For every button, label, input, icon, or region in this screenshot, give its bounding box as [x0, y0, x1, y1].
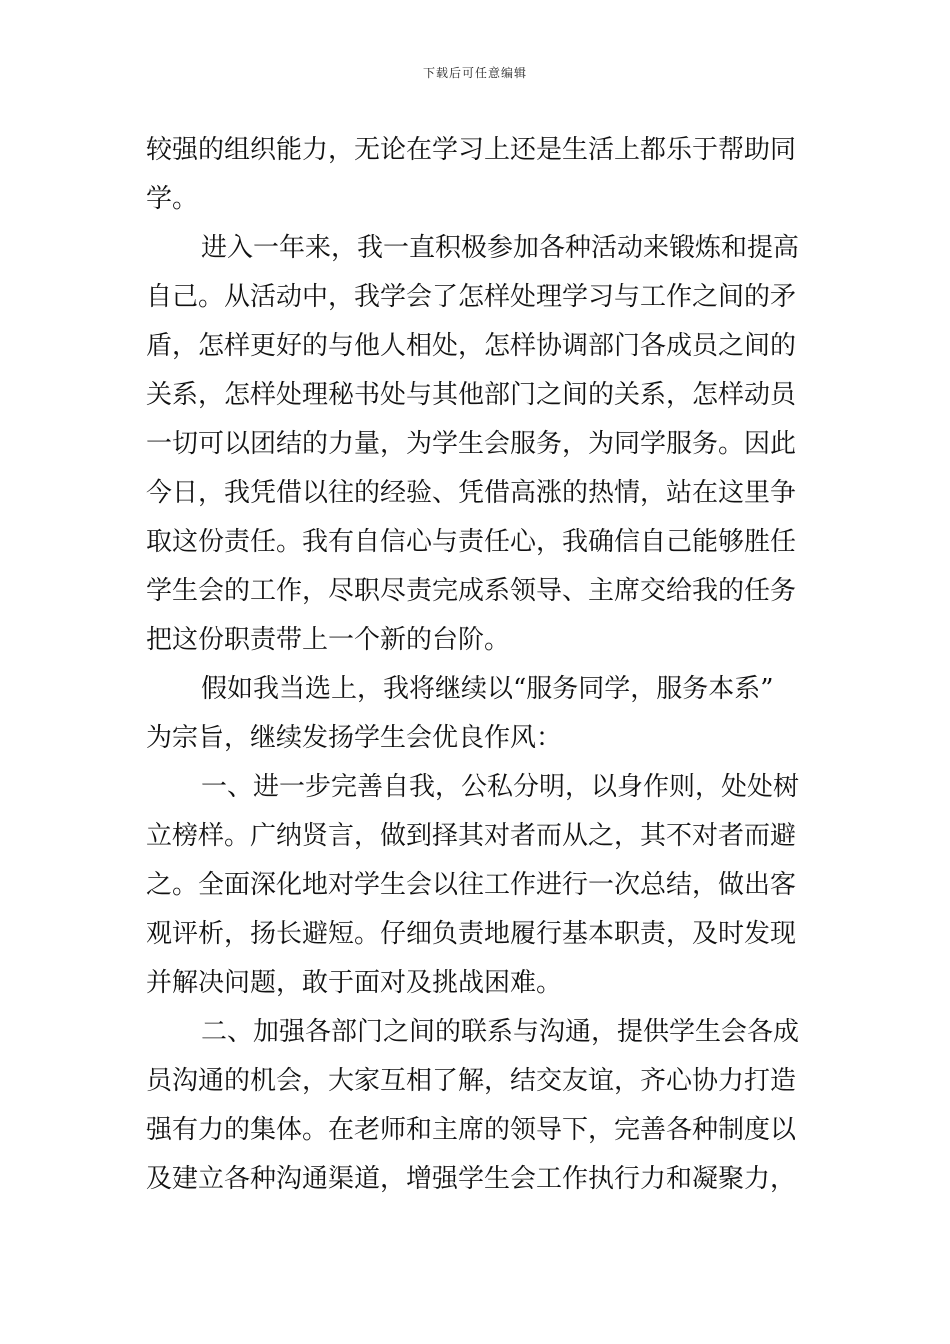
text-line: 一切可以团结的力量，为学生会服务，为同学服务。因此	[146, 429, 797, 459]
text-line: 盾，怎样更好的与他人相处，怎样协调部门各成员之间的	[146, 331, 797, 361]
text-line: 取这份责任。我有自信心与责任心，我确信自己能够胜任	[146, 527, 797, 557]
text-line: 及建立各种沟通渠道，增强学生会工作执行力和凝聚力，	[146, 1164, 797, 1194]
text-line: 自己。从活动中，我学会了怎样处理学习与工作之间的矛	[146, 282, 797, 312]
text-line: 之。全面深化地对学生会以往工作进行一次总结，做出客	[146, 870, 797, 900]
text-line: 学生会的工作，尽职尽责完成系领导、主席交给我的任务	[146, 576, 797, 606]
paragraph-first-line: 二、加强各部门之间的联系与沟通，提供学生会各成	[201, 1017, 800, 1047]
paragraph-first-line: 进入一年来，我一直积极参加各种活动来锻炼和提高	[201, 233, 800, 263]
paragraph-first-line: 一、进一步完善自我，公私分明，以身作则，处处树	[201, 772, 800, 802]
text-line: 较强的组织能力，无论在学习上还是生活上都乐于帮助同	[146, 135, 797, 165]
text-line: 员沟通的机会，大家互相了解，结交友谊，齐心协力打造	[146, 1066, 797, 1096]
document-body	[146, 126, 806, 1204]
paragraph-first-line: 假如我当选上，我将继续以“服务同学，服务本系”	[201, 674, 774, 704]
text-line: 学。	[146, 184, 199, 214]
text-line: 关系，怎样处理秘书处与其他部门之间的关系，怎样动员	[146, 380, 797, 410]
text-line: 立榜样。广纳贤言，做到择其对者而从之，其不对者而避	[146, 821, 797, 851]
page-header: 下载后可任意编辑	[422, 66, 527, 80]
text-line: 今日，我凭借以往的经验、凭借高涨的热情，站在这里争	[146, 478, 797, 508]
text-line: 并解决问题，敢于面对及挑战困难。	[146, 968, 563, 998]
text-line: 把这份职责带上一个新的台阶。	[146, 625, 511, 655]
text-line: 强有力的集体。在老师和主席的领导下，完善各种制度以	[146, 1115, 797, 1145]
text-line: 观评析，扬长避短。仔细负责地履行基本职责，及时发现	[146, 919, 797, 949]
text-line: 为宗旨，继续发扬学生会优良作风：	[146, 723, 563, 753]
